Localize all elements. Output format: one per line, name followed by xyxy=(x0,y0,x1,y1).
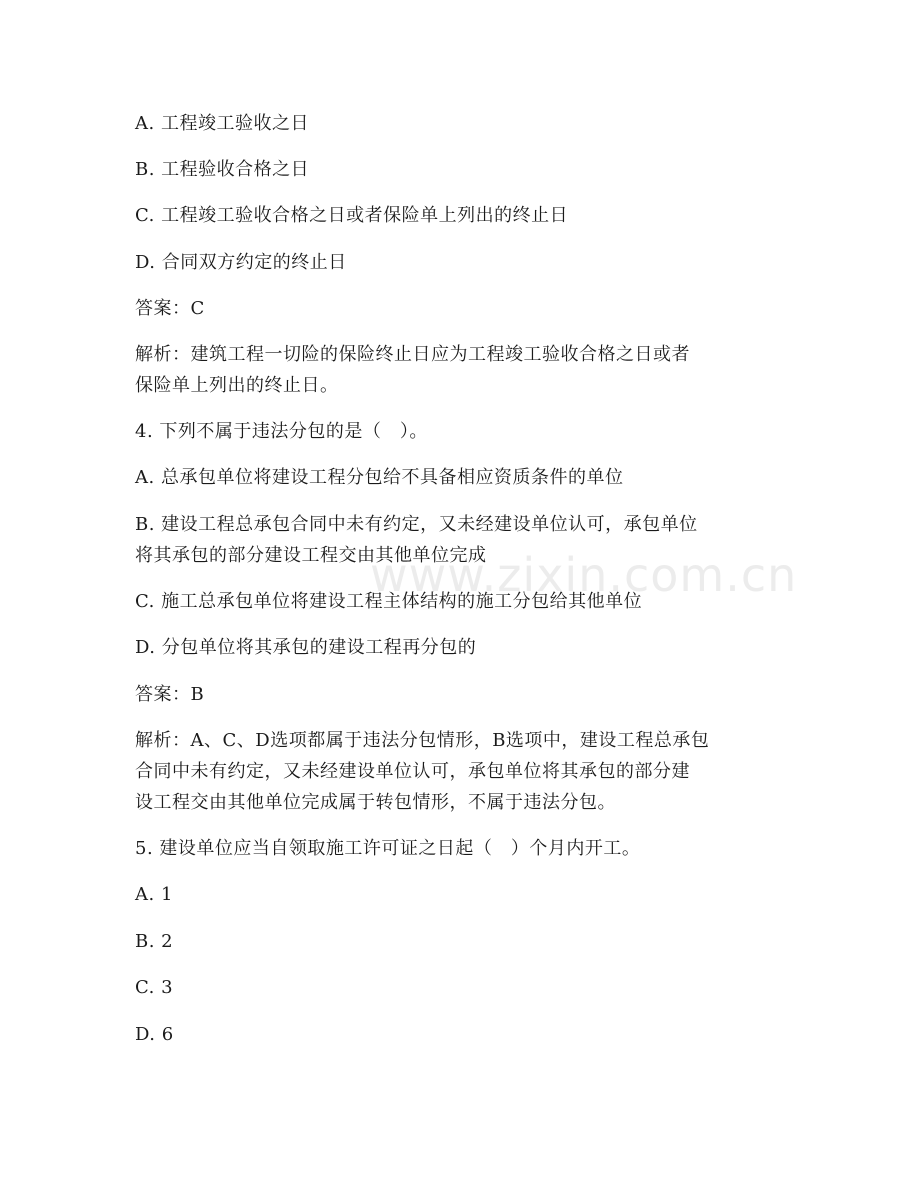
option-b-q3: B. 工程验收合格之日 xyxy=(135,159,310,180)
answer-q4: 答案：B xyxy=(135,684,205,705)
option-a-q4: A. 总承包单位将建设工程分包给不具备相应资质条件的单位 xyxy=(135,467,624,488)
option-c-q5: C. 3 xyxy=(135,977,174,998)
question-4: 4. 下列不属于违法分包的是（ ）。 xyxy=(135,421,428,442)
explanation-q3-line2: 保险单上列出的终止日。 xyxy=(135,375,339,396)
option-d-q5: D. 6 xyxy=(135,1024,174,1045)
answer-q3: 答案：C xyxy=(135,298,205,319)
explanation-q4-line2: 合同中未有约定，又未经建设单位认可，承包单位将其承包的部分建 xyxy=(135,761,690,782)
option-c-q4: C. 施工总承包单位将建设工程主体结构的施工分包给其他单位 xyxy=(135,591,643,612)
option-b-q4-line2: 将其承包的部分建设工程交由其他单位完成 xyxy=(135,545,487,566)
option-a-q5: A. 1 xyxy=(135,884,173,905)
option-b-q4-line1: B. 建设工程总承包合同中未有约定，又未经建设单位认可，承包单位 xyxy=(135,514,698,535)
option-a-q3: A. 工程竣工验收之日 xyxy=(135,113,309,134)
explanation-q3-line1: 解析：建筑工程一切险的保险终止日应为工程竣工验收合格之日或者 xyxy=(135,344,690,365)
option-d-q3: D. 合同双方约定的终止日 xyxy=(135,252,347,273)
explanation-q4-line3: 设工程交由其他单位完成属于转包情形，不属于违法分包。 xyxy=(135,792,616,813)
explanation-q4-line1: 解析：A、C、D选项都属于违法分包情形，B选项中，建设工程总承包 xyxy=(135,730,710,751)
option-c-q3: C. 工程竣工验收合格之日或者保险单上列出的终止日 xyxy=(135,205,569,226)
question-5: 5. 建设单位应当自领取施工许可证之日起（ ）个月内开工。 xyxy=(135,838,641,859)
watermark-text: www.zixin.com.cn xyxy=(370,548,798,602)
option-d-q4: D. 分包单位将其承包的建设工程再分包的 xyxy=(135,637,477,658)
option-b-q5: B. 2 xyxy=(135,931,174,952)
